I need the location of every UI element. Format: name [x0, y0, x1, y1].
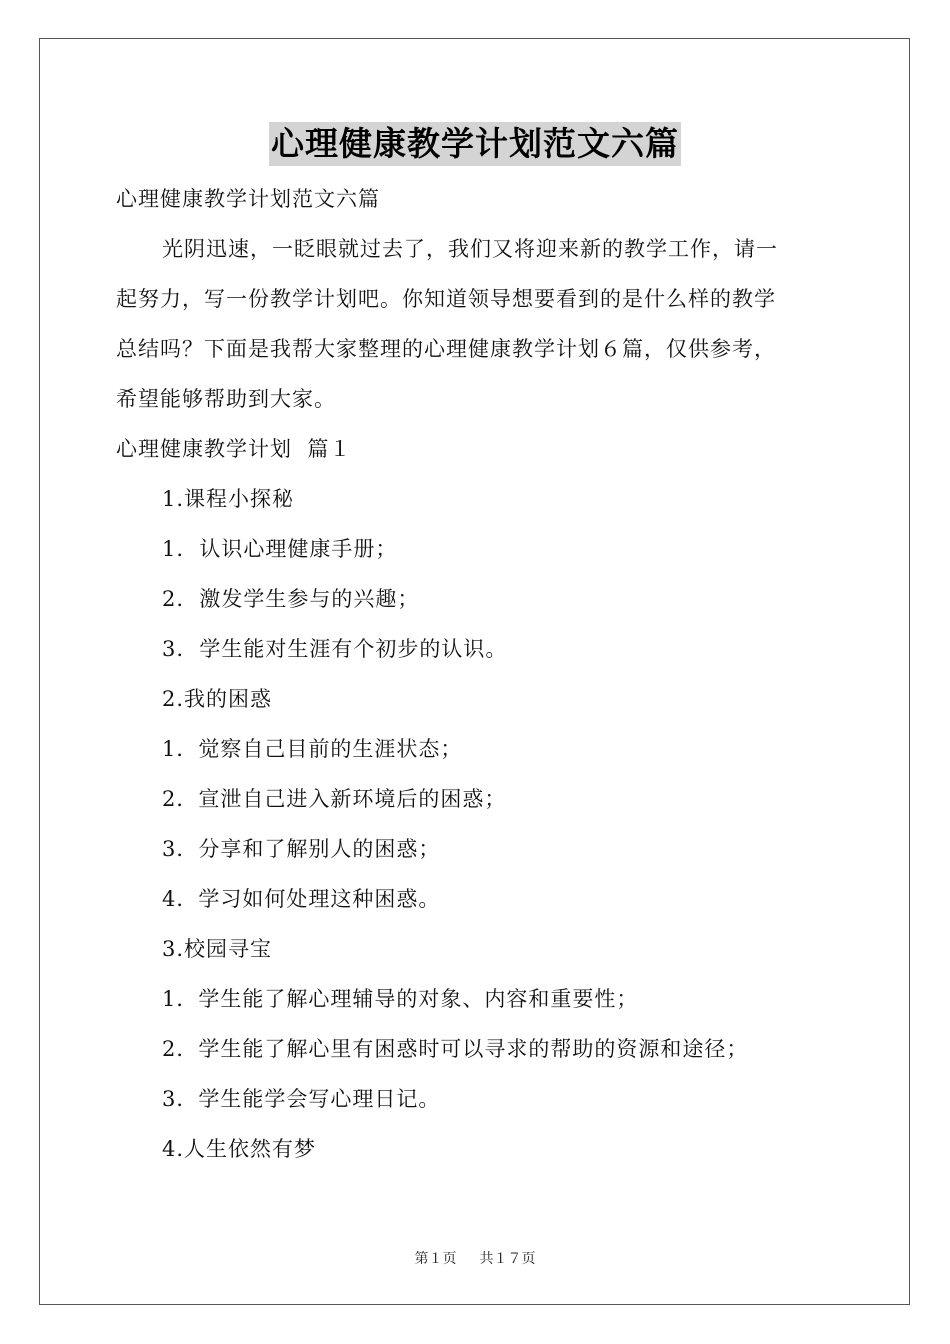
list-item: 4.人生依然有梦: [162, 1137, 317, 1161]
list-item: 3. 学生能对生涯有个初步的认识。: [162, 637, 508, 661]
document-subtitle: 心理健康教学计划范文六篇: [116, 187, 380, 211]
list-item: 3．学生能学会写心理日记。: [162, 1087, 441, 1111]
list-item: 3.校园寻宝: [162, 937, 273, 961]
list-item: 4．学习如何处理这种困惑。: [162, 887, 441, 911]
page-number: 第１页: [414, 1251, 457, 1267]
list-item: 1.课程小探秘: [162, 487, 295, 511]
list-item: 1．觉察自己目前的生涯状态；: [162, 737, 463, 761]
list-item: 1．学生能了解心理辅导的对象、内容和重要性；: [162, 987, 639, 1011]
list-item: 2．宣泄自己进入新环境后的困惑；: [162, 787, 507, 811]
page-total: 共１７页: [479, 1251, 536, 1267]
list-item: 1. 认识心理健康手册；: [162, 537, 398, 561]
list-item: 3．分享和了解别人的困惑；: [162, 837, 441, 861]
intro-line-1: 光阴迅速，一眨眼就过去了，我们又将迎来新的教学工作，请一: [162, 237, 778, 261]
title-container: [0, 122, 950, 166]
intro-line-2: 起努力，写一份教学计划吧。你知道领导想要看到的是什么样的教学: [116, 287, 776, 311]
intro-line-3: 总结吗？下面是我帮大家整理的心理健康教学计划６篇，仅供参考，: [116, 337, 776, 361]
list-item: 2.我的困惑: [162, 687, 273, 711]
section-heading: 心理健康教学计划 篇１: [116, 437, 352, 461]
intro-line-4: 希望能够帮助到大家。: [116, 387, 336, 411]
page-border: [39, 38, 910, 1305]
list-item: 2. 激发学生参与的兴趣；: [162, 587, 420, 611]
page-footer: [0, 1248, 950, 1268]
list-item: 2．学生能了解心里有困惑时可以寻求的帮助的资源和途径；: [162, 1037, 749, 1061]
document-title: 心理健康教学计划范文六篇: [269, 122, 681, 166]
